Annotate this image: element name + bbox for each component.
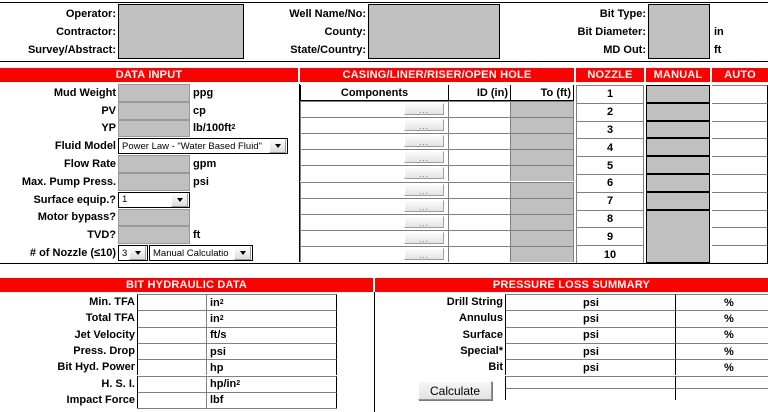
bit-hyd-unit-5: hp/in 2: [207, 376, 337, 392]
data-input-label-8: TVD?: [87, 229, 116, 242]
data-input-label-5: Max. Pump Press.: [21, 175, 116, 188]
press-loss-pct-3: [675, 343, 721, 359]
nozzle-manual-value[interactable]: [646, 156, 710, 174]
press-loss-pct-unit-1: %: [721, 310, 768, 326]
nozzle-auto-value: [712, 156, 768, 174]
component-browse-button[interactable]: ...: [404, 135, 444, 147]
nozzle-mode-select[interactable]: [149, 245, 253, 261]
bit-hyd-value-5: [137, 376, 207, 392]
press-loss-pct-0: [675, 294, 721, 310]
data-input-unit-7: [190, 209, 290, 227]
banner-nozzle: NOZZLE: [576, 68, 644, 82]
press-loss-unit-2: psi: [580, 327, 675, 343]
bit-hyd-unit-2: ft/s: [207, 327, 337, 343]
header-label-operator: Operator:: [65, 8, 116, 20]
press-loss-value-4: [505, 359, 580, 375]
chevron-down-icon[interactable]: [171, 193, 188, 207]
banner-auto: AUTO: [712, 68, 768, 82]
data-input-field-7[interactable]: [118, 209, 190, 227]
divider-bottom-sections: [374, 292, 375, 412]
bit-hyd-label-5: H. S. I.: [101, 377, 135, 390]
data-input-label-7: Motor bypass?: [37, 211, 116, 224]
bit-hyd-label-1: Total TFA: [85, 312, 135, 325]
header-label-state-country: State/Country:: [290, 44, 366, 56]
data-input-field-4[interactable]: [118, 155, 190, 173]
bit-hyd-value-2: [137, 327, 207, 343]
divider-left-casing: [299, 84, 300, 262]
data-input-unit-2: lb/100ft 2: [193, 122, 236, 135]
bit-hyd-value-1: [137, 310, 207, 326]
data-input-label-0: Mud Weight: [53, 86, 116, 99]
press-loss-pct-1: [675, 310, 721, 326]
component-browse-button[interactable]: ...: [404, 248, 444, 260]
nozzle-auto-value: [712, 103, 768, 121]
casing-cell-to[interactable]: [510, 182, 574, 198]
press-loss-value-1: [505, 310, 580, 326]
nozzle-number: 8: [576, 210, 644, 228]
header-input-right[interactable]: [648, 4, 710, 59]
bit-hyd-table-bottom: [137, 408, 337, 409]
nozzle-number: 10: [576, 245, 644, 263]
casing-cell-id[interactable]: [448, 214, 510, 230]
bit-hyd-unit-6: lbf: [207, 392, 337, 408]
data-input-unit-5: psi: [193, 175, 209, 188]
surface-equip-select-value: 1: [122, 194, 128, 206]
bit-hyd-value-0: [137, 294, 207, 310]
casing-cell-id[interactable]: [448, 149, 510, 165]
fluid-model-select[interactable]: [118, 138, 288, 154]
press-loss-value-3: [505, 343, 580, 359]
data-input-label-6: Surface equip.?: [33, 193, 116, 206]
banner-manual: MANUAL: [646, 68, 710, 82]
data-input-field-8[interactable]: [118, 226, 190, 244]
casing-cell-id[interactable]: [448, 230, 510, 246]
banner-casing: CASING/LINER/RISER/OPEN HOLE: [300, 68, 574, 82]
nozzle-manual-value[interactable]: [646, 227, 710, 245]
nozzle-auto-value: [712, 121, 768, 139]
bit-hyd-unit-0: in 2: [207, 294, 337, 310]
press-loss-pct-unit-0: %: [721, 294, 768, 310]
press-loss-filler-left-1: [505, 388, 675, 400]
nozzle-manual-value[interactable]: [646, 138, 710, 156]
header-label-md-out: MD Out:: [603, 44, 646, 56]
bit-hyd-label-3: Press. Drop: [73, 345, 135, 358]
bit-hyd-unit-3: psi: [207, 343, 337, 359]
bit-hyd-label-4: Bit Hyd. Power: [57, 361, 135, 374]
press-loss-pct-2: [675, 327, 721, 343]
divider-upper-bottom: [0, 263, 768, 264]
fluid-model-select-value: Power Law - "Water Based Fluid": [122, 140, 262, 152]
casing-cell-to[interactable]: [510, 214, 574, 230]
header-unit-bit-type: [711, 5, 751, 23]
bit-hyd-label-0: Min. TFA: [89, 296, 135, 309]
casing-cell-to[interactable]: [510, 230, 574, 246]
data-input-label-4: Flow Rate: [64, 158, 116, 171]
nozzle-count-select[interactable]: [118, 245, 148, 261]
header-input-mid[interactable]: [368, 4, 500, 59]
component-browse-button[interactable]: ...: [404, 167, 444, 179]
casing-col-id: ID (in): [448, 85, 510, 101]
component-browse-button[interactable]: ...: [404, 151, 444, 163]
nozzle-auto-value: [712, 138, 768, 156]
bit-hyd-value-6: [137, 392, 207, 408]
calculate-button[interactable]: Calculate: [418, 381, 492, 400]
data-input-unit-1: cp: [193, 104, 206, 117]
nozzle-mode-select-value: Manual Calculatio: [153, 247, 229, 259]
bit-hyd-value-3: [137, 343, 207, 359]
bit-hyd-unit-4: hp: [207, 359, 337, 375]
press-loss-unit-3: psi: [580, 343, 675, 359]
nozzle-auto-value: [712, 227, 768, 245]
data-input-label-2: YP: [101, 122, 116, 135]
header-label-contractor: Contractor:: [56, 26, 116, 38]
casing-cell-to[interactable]: [510, 246, 574, 262]
press-loss-label-4: Bit: [488, 361, 503, 374]
data-input-field-1[interactable]: [118, 102, 190, 120]
casing-cell-to[interactable]: [510, 117, 574, 133]
casing-cell-to[interactable]: [510, 198, 574, 214]
press-loss-label-2: Surface: [462, 328, 503, 341]
bit-hyd-unit-1: in 2: [207, 310, 337, 326]
banner-pressure-loss: PRESSURE LOSS SUMMARY: [375, 278, 768, 292]
nozzle-manual-value[interactable]: [646, 103, 710, 121]
data-input-field-2[interactable]: [118, 120, 190, 138]
nozzle-number: 7: [576, 192, 644, 210]
component-browse-button[interactable]: ...: [404, 184, 444, 196]
nozzle-number: 9: [576, 227, 644, 245]
casing-col-to: To (ft): [510, 85, 574, 101]
press-loss-pct-4: [675, 359, 721, 375]
banner-bit-hydraulic: BIT HYDRAULIC DATA: [0, 278, 373, 292]
press-loss-pct-unit-3: %: [721, 343, 768, 359]
nozzle-manual-value[interactable]: [646, 210, 710, 228]
nozzle-manual-value[interactable]: [646, 174, 710, 192]
nozzle-manual-value[interactable]: [646, 245, 710, 263]
press-loss-label-1: Annulus: [459, 312, 503, 325]
casing-cell-id[interactable]: [448, 182, 510, 198]
nozzle-auto-value: [712, 85, 768, 103]
bit-hyd-value-4: [137, 359, 207, 375]
component-browse-button[interactable]: ...: [404, 232, 444, 244]
bit-hyd-label-2: Jet Velocity: [74, 328, 135, 341]
header-label-bit-diameter: Bit Diameter:: [577, 26, 646, 38]
press-loss-value-2: [505, 327, 580, 343]
header-label-survey-abstract: Survey/Abstract:: [27, 44, 116, 56]
nozzle-auto-value: [712, 245, 768, 263]
press-loss-unit-0: psi: [580, 294, 675, 310]
casing-cell-to[interactable]: [510, 165, 574, 181]
data-input-unit-0: ppg: [193, 86, 214, 99]
press-loss-filler-right-1: [675, 388, 768, 400]
header-input-left[interactable]: [118, 4, 244, 59]
nozzle-auto-value: [712, 192, 768, 210]
nozzle-number: 6: [576, 174, 644, 192]
bit-hyd-label-6: Impact Force: [66, 393, 135, 406]
press-loss-pct-unit-4: %: [721, 359, 768, 375]
component-browse-button[interactable]: ...: [404, 216, 444, 228]
header-unit-bit-diameter: in: [714, 26, 724, 38]
header-label-county: County:: [324, 26, 366, 38]
nozzle-auto-value: [712, 210, 768, 228]
casing-cell-id[interactable]: [448, 101, 510, 117]
casing-cell-to[interactable]: [510, 101, 574, 117]
nozzle-manual-value[interactable]: [646, 85, 710, 103]
chevron-down-icon[interactable]: [269, 139, 286, 153]
data-input-field-5[interactable]: [118, 173, 190, 191]
press-loss-unit-4: psi: [580, 359, 675, 375]
component-browse-button[interactable]: ...: [404, 119, 444, 131]
casing-cell-id[interactable]: [448, 198, 510, 214]
press-loss-value-0: [505, 294, 580, 310]
nozzle-manual-value[interactable]: [646, 121, 710, 139]
component-browse-button[interactable]: ...: [404, 103, 444, 115]
data-input-label-3: Fluid Model: [54, 140, 116, 153]
header-label-well-name: Well Name/No:: [289, 8, 366, 20]
casing-col-components: Components: [300, 85, 448, 101]
component-browse-button[interactable]: ...: [404, 200, 444, 212]
data-input-field-0[interactable]: [118, 84, 190, 102]
nozzle-number: 3: [576, 121, 644, 139]
data-input-label-1: PV: [101, 104, 116, 117]
nozzle-number: 5: [576, 156, 644, 174]
press-loss-pct-unit-2: %: [721, 327, 768, 343]
surface-equip-select[interactable]: [118, 192, 190, 208]
header-unit-md-out: ft: [714, 44, 722, 56]
press-loss-label-3: Special*: [460, 345, 503, 358]
nozzle-auto-value: [712, 174, 768, 192]
data-input-label-9: # of Nozzle (≤10): [29, 247, 116, 260]
casing-cell-id[interactable]: [448, 117, 510, 133]
nozzle-number: 1: [576, 85, 644, 103]
casing-cell-id[interactable]: [448, 165, 510, 181]
casing-cell-id[interactable]: [448, 246, 510, 262]
data-input-unit-4: gpm: [193, 158, 217, 171]
nozzle-number: 4: [576, 138, 644, 156]
chevron-down-icon[interactable]: [234, 246, 251, 260]
press-loss-label-0: Drill String: [446, 296, 503, 309]
chevron-down-icon[interactable]: [129, 246, 146, 260]
banner-data-input: DATA INPUT: [0, 68, 298, 82]
casing-cell-to[interactable]: [510, 133, 574, 149]
press-loss-unit-1: psi: [580, 310, 675, 326]
header-label-bit-type: Bit Type:: [599, 8, 646, 20]
data-input-unit-8: ft: [193, 229, 201, 242]
nozzle-count-select-value: 3: [122, 247, 128, 259]
nozzle-manual-value[interactable]: [646, 192, 710, 210]
casing-cell-id[interactable]: [448, 133, 510, 149]
casing-cell-to[interactable]: [510, 149, 574, 165]
nozzle-number: 2: [576, 103, 644, 121]
